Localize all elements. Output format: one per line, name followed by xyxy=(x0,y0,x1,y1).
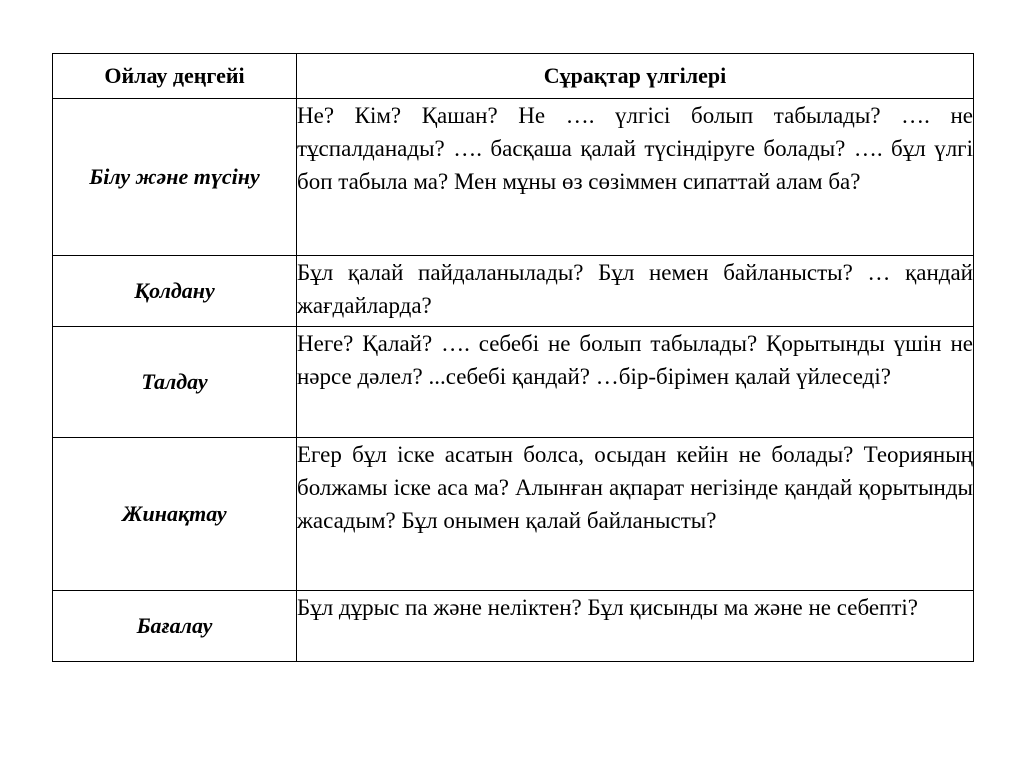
table-header-row xyxy=(53,54,974,99)
level-cell: Жинақтау xyxy=(53,438,297,591)
questions-cell: Неге? Қалай? …. себебі не болып табылады? Қорытынды үшін не нәрсе дәлел? ...себебі қандай? …бір-бірімен қалай үйлеседі? xyxy=(297,327,974,438)
questions-cell: Не? Кім? Қашан? Не …. үлгісі болып табылады? …. не тұспалданады? …. басқаша қалай түсіндіруге болады? …. бұл үлгі боп табыла ма? Мен мұны өз сөзіммен сипаттай алам ба? xyxy=(297,99,974,256)
level-cell: Бағалау xyxy=(53,591,297,662)
level-cell: Талдау xyxy=(53,327,297,438)
questions-cell: Егер бұл іске асатын болса, осыдан кейін не болады? Теорияның болжамы іске аса ма? Алынған ақпарат негізінде қандай қорытынды жасадым? Бұл онымен қалай байланысты? xyxy=(297,438,974,591)
table-row xyxy=(53,438,974,591)
thinking-levels-table xyxy=(52,53,974,662)
level-cell: Білу және түсіну xyxy=(53,99,297,256)
table-row xyxy=(53,256,974,327)
questions-cell: Бұл қалай пайдаланылады? Бұл немен байланысты? … қандай жағдайларда? xyxy=(297,256,974,327)
table-row xyxy=(53,591,974,662)
questions-cell: Бұл дұрыс па және неліктен? Бұл қисынды ма және не себепті? xyxy=(297,591,974,662)
header-question-examples: Сұрақтар үлгілері xyxy=(297,54,974,99)
header-thinking-level: Ойлау деңгейі xyxy=(53,54,297,99)
table-row xyxy=(53,99,974,256)
table-row xyxy=(53,327,974,438)
level-cell: Қолдану xyxy=(53,256,297,327)
